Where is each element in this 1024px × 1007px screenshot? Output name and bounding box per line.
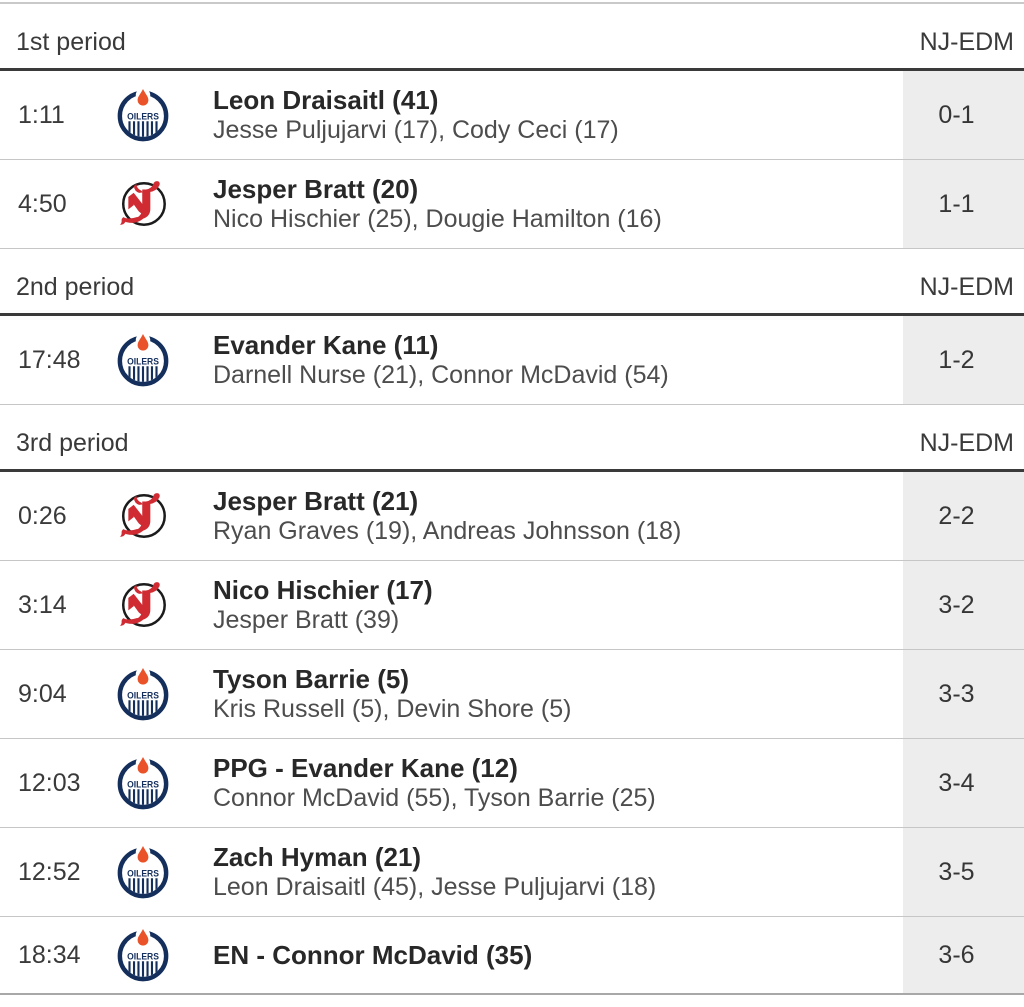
goal-assists: Leon Draisaitl (45), Jesse Puljujarvi (18) bbox=[213, 873, 657, 901]
period-header bbox=[0, 4, 1024, 71]
goal-time: 17:48 bbox=[18, 345, 81, 374]
period-label: 3rd period bbox=[16, 429, 129, 457]
goal-assists: Kris Russell (5), Devin Shore (5) bbox=[213, 695, 572, 723]
goal-row bbox=[0, 160, 1024, 249]
oilers-logo-icon bbox=[114, 667, 172, 721]
goal-rows bbox=[0, 71, 1024, 249]
goal-row bbox=[0, 828, 1024, 917]
goal-scorer: Jesper Bratt (21) bbox=[213, 486, 419, 516]
goal-score: 3-6 bbox=[903, 917, 1024, 993]
goal-scorer: EN - Connor McDavid (35) bbox=[213, 940, 533, 970]
goal-scorer: Leon Draisaitl (41) bbox=[213, 85, 439, 115]
goal-scorer: Jesper Bratt (20) bbox=[213, 174, 419, 204]
goal-time: 4:50 bbox=[18, 189, 67, 218]
devils-logo-icon bbox=[114, 177, 172, 231]
goal-time: 9:04 bbox=[18, 679, 67, 708]
goal-time: 3:14 bbox=[18, 590, 67, 619]
goal-text bbox=[213, 330, 903, 390]
goal-time: 0:26 bbox=[18, 501, 67, 530]
period-header bbox=[0, 405, 1024, 472]
score-header: NJ-EDM bbox=[919, 429, 1014, 457]
goal-score: 1-1 bbox=[903, 160, 1024, 248]
period-label: 1st period bbox=[16, 28, 126, 56]
goal-time: 12:52 bbox=[18, 857, 81, 886]
goal-text bbox=[213, 85, 903, 145]
period-header bbox=[0, 249, 1024, 316]
period-label: 2nd period bbox=[16, 273, 135, 301]
goal-row bbox=[0, 650, 1024, 739]
goal-score: 2-2 bbox=[903, 472, 1024, 560]
goal-score: 3-4 bbox=[903, 739, 1024, 827]
oilers-logo-icon bbox=[114, 845, 172, 899]
goal-scorer: Zach Hyman (21) bbox=[213, 842, 422, 872]
goal-assists: Jesse Puljujarvi (17), Cody Ceci (17) bbox=[213, 116, 619, 144]
oilers-logo-icon bbox=[114, 333, 172, 387]
goal-scorer: Nico Hischier (17) bbox=[213, 575, 433, 605]
period-section bbox=[0, 405, 1024, 995]
goal-assists: Ryan Graves (19), Andreas Johnsson (18) bbox=[213, 517, 682, 545]
oilers-logo-icon bbox=[114, 928, 172, 982]
goal-row bbox=[0, 316, 1024, 405]
goal-score: 3-5 bbox=[903, 828, 1024, 916]
goal-row bbox=[0, 472, 1024, 561]
goal-text bbox=[213, 664, 903, 724]
goal-scorer: Evander Kane (11) bbox=[213, 330, 439, 360]
goal-rows bbox=[0, 472, 1024, 995]
goal-scorer: Tyson Barrie (5) bbox=[213, 664, 410, 694]
goal-text bbox=[213, 575, 903, 635]
goal-text bbox=[213, 486, 903, 546]
goal-row bbox=[0, 739, 1024, 828]
scoring-summary bbox=[0, 4, 1024, 995]
period-section bbox=[0, 249, 1024, 405]
oilers-logo-icon bbox=[114, 756, 172, 810]
devils-logo-icon bbox=[114, 489, 172, 543]
goal-text bbox=[213, 842, 903, 902]
period-section bbox=[0, 4, 1024, 249]
goal-text bbox=[213, 940, 903, 970]
devils-logo-icon bbox=[114, 578, 172, 632]
goal-score: 0-1 bbox=[903, 71, 1024, 159]
goal-assists: Nico Hischier (25), Dougie Hamilton (16) bbox=[213, 205, 662, 233]
goal-assists: Connor McDavid (55), Tyson Barrie (25) bbox=[213, 784, 656, 812]
goal-row bbox=[0, 561, 1024, 650]
goal-time: 18:34 bbox=[18, 940, 81, 969]
score-header: NJ-EDM bbox=[919, 28, 1014, 56]
goal-score: 3-3 bbox=[903, 650, 1024, 738]
goal-rows bbox=[0, 316, 1024, 405]
goal-score: 1-2 bbox=[903, 316, 1024, 404]
goal-text bbox=[213, 174, 903, 234]
goal-time: 1:11 bbox=[18, 100, 65, 129]
goal-scorer: PPG - Evander Kane (12) bbox=[213, 753, 518, 783]
score-header: NJ-EDM bbox=[919, 273, 1014, 301]
goal-row bbox=[0, 71, 1024, 160]
goal-time: 12:03 bbox=[18, 768, 81, 797]
goal-assists: Darnell Nurse (21), Connor McDavid (54) bbox=[213, 361, 669, 389]
goal-row bbox=[0, 917, 1024, 995]
goal-score: 3-2 bbox=[903, 561, 1024, 649]
goal-text bbox=[213, 753, 903, 813]
oilers-logo-icon bbox=[114, 88, 172, 142]
goal-assists: Jesper Bratt (39) bbox=[213, 606, 400, 634]
